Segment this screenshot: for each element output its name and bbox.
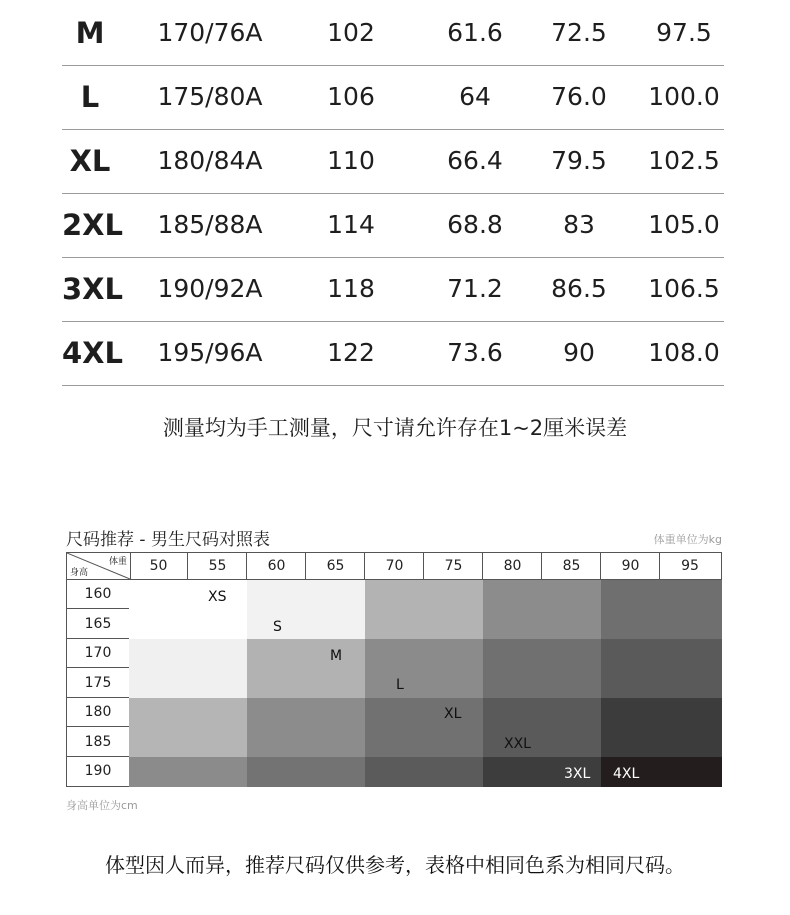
- weight-header-cell: 75: [425, 553, 483, 579]
- height-header-cell: 160: [67, 580, 129, 609]
- weight-header-cell: 50: [130, 553, 188, 579]
- size-color-block: [601, 580, 722, 640]
- size-cell: 4XL: [62, 336, 124, 370]
- weight-unit-note: 体重单位为kg: [653, 533, 722, 546]
- size-color-block: [247, 698, 365, 758]
- height-header-cell: 165: [67, 610, 129, 639]
- size-color-block: [247, 757, 365, 787]
- measurement-note: 测量均为手工测量，尺寸请允许存在1~2厘米误差: [162, 416, 628, 440]
- size-measurement-table: [62, 2, 724, 386]
- height-header-cell: 185: [67, 728, 129, 757]
- measure-1-cell: 106: [327, 82, 375, 111]
- height-unit-note: 身高单位为cm: [66, 799, 138, 812]
- height-header-cell: 190: [84, 763, 112, 779]
- measure-4-cell: 105.0: [648, 210, 720, 239]
- measure-3-cell: 83: [563, 210, 595, 239]
- corner-cell: [67, 553, 131, 579]
- size-label-4xl: 4XL: [613, 766, 640, 782]
- measure-4-cell: 102.5: [648, 146, 720, 175]
- measure-4-cell: 100.0: [648, 82, 720, 111]
- size-color-block: [601, 698, 722, 758]
- spec-cell: 180/84A: [157, 146, 263, 175]
- height-header-cell: 175: [67, 669, 129, 698]
- weight-header-cell: 95: [681, 558, 699, 574]
- size-row: [62, 66, 724, 130]
- measure-2-cell: 64: [459, 82, 491, 111]
- size-color-block: [365, 757, 483, 787]
- size-color-block: [247, 639, 365, 699]
- recommend-footer-note: 体型因人而异，推荐尺码仅供参考，表格中相同色系为相同尺码。: [105, 853, 685, 877]
- size-label-xl: XL: [444, 706, 462, 722]
- measure-1-cell: 110: [327, 146, 375, 175]
- measure-3-cell: 86.5: [551, 274, 607, 303]
- size-cell: XL: [69, 144, 111, 178]
- weight-header-row: [66, 552, 722, 580]
- size-color-block: [483, 698, 601, 758]
- weight-header-cell: 80: [484, 553, 542, 579]
- measure-2-cell: 71.2: [447, 274, 503, 303]
- height-header-column: [66, 580, 130, 787]
- measure-2-cell: 73.6: [447, 338, 503, 367]
- weight-header-cell: 55: [189, 553, 247, 579]
- spec-cell: 195/96A: [157, 338, 263, 367]
- measure-4-cell: 108.0: [648, 338, 720, 367]
- measure-1-cell: 122: [327, 338, 375, 367]
- weight-header-cell: 85: [543, 553, 601, 579]
- measure-3-cell: 79.5: [551, 146, 607, 175]
- measure-3-cell: 90: [563, 338, 595, 367]
- size-color-block: [129, 698, 247, 758]
- weight-header-cell: 90: [602, 553, 660, 579]
- size-row: [62, 130, 724, 194]
- height-header-cell: 180: [67, 698, 129, 727]
- measure-4-cell: 97.5: [656, 18, 712, 47]
- height-header-cell: 170: [67, 639, 129, 668]
- size-cell: 2XL: [62, 208, 124, 242]
- spec-cell: 175/80A: [157, 82, 263, 111]
- measure-1-cell: 114: [327, 210, 375, 239]
- measure-2-cell: 61.6: [447, 18, 503, 47]
- size-cell: M: [75, 16, 105, 50]
- size-label-l: L: [396, 677, 404, 693]
- weight-header-cell: 65: [307, 553, 365, 579]
- size-color-block: [483, 639, 601, 699]
- spec-cell: 190/92A: [157, 274, 263, 303]
- size-label-xxl: XXL: [504, 736, 531, 752]
- size-color-block: [365, 580, 483, 640]
- size-color-block: [601, 639, 722, 699]
- measure-3-cell: 76.0: [551, 82, 607, 111]
- size-color-block: [129, 757, 247, 787]
- size-color-block: [247, 580, 365, 640]
- size-row: [62, 258, 724, 322]
- measure-1-cell: 118: [327, 274, 375, 303]
- recommend-title: 尺码推荐 - 男生尺码对照表: [66, 530, 270, 550]
- weight-header-cell: 70: [366, 553, 424, 579]
- corner-weight-label: 体重: [108, 557, 127, 567]
- size-label-m: M: [330, 648, 343, 664]
- size-label-s: S: [273, 619, 282, 635]
- measure-2-cell: 66.4: [447, 146, 503, 175]
- size-cell: 3XL: [62, 272, 124, 306]
- size-row: [62, 2, 724, 66]
- measure-2-cell: 68.8: [447, 210, 503, 239]
- measure-3-cell: 72.5: [551, 18, 607, 47]
- size-row: [62, 194, 724, 258]
- weight-header-cell: 60: [248, 553, 306, 579]
- size-recommend-grid: [66, 552, 722, 787]
- size-color-block: [365, 698, 483, 758]
- size-label-xs: XS: [208, 589, 227, 605]
- spec-cell: 170/76A: [157, 18, 263, 47]
- size-color-block: [129, 580, 247, 640]
- measure-4-cell: 106.5: [648, 274, 720, 303]
- size-label-3xl: 3XL: [564, 766, 591, 782]
- size-color-block: [483, 580, 601, 640]
- size-row: [62, 322, 724, 386]
- measure-1-cell: 102: [327, 18, 375, 47]
- corner-height-label: 身高: [70, 568, 89, 578]
- spec-cell: 185/88A: [157, 210, 263, 239]
- size-color-block: [129, 639, 247, 699]
- size-cell: L: [80, 80, 100, 114]
- size-color-block: [365, 639, 483, 699]
